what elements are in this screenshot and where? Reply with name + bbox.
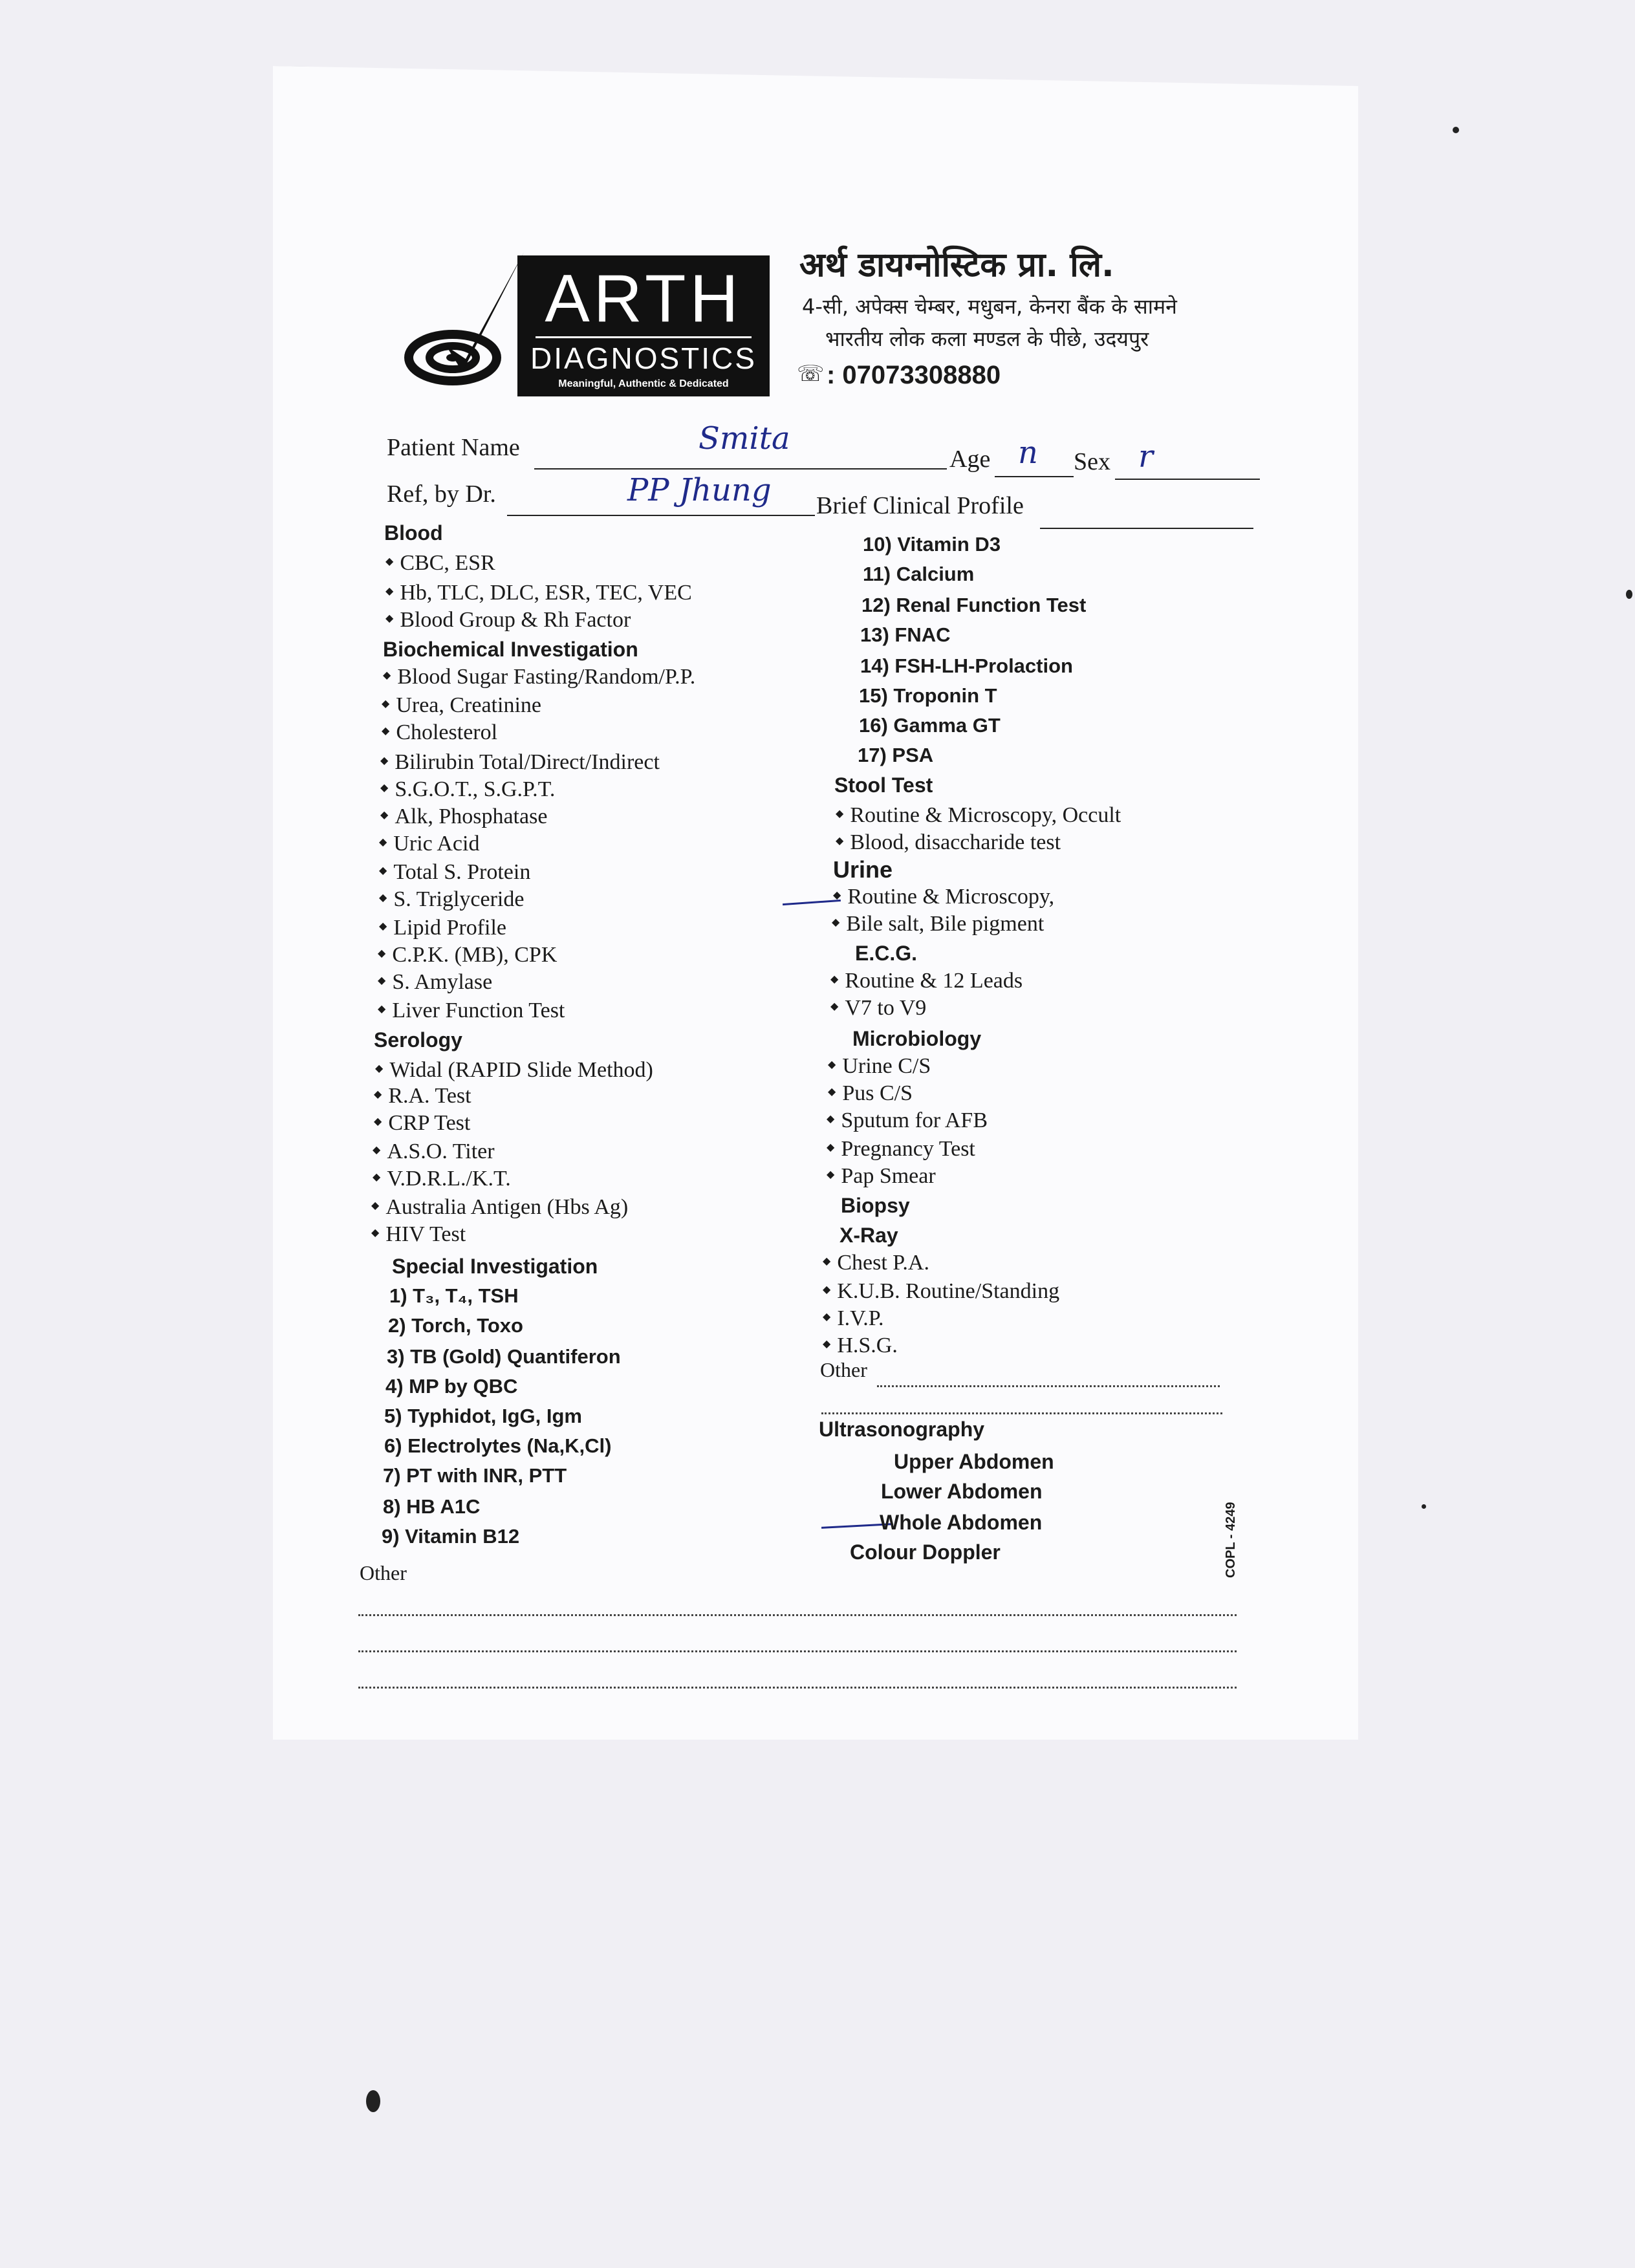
test-item: 15) Troponin T xyxy=(859,684,997,707)
test-item: ◆ CBC, ESR xyxy=(385,551,495,576)
test-item: ◆ Blood Sugar Fasting/Random/P.P. xyxy=(383,665,695,689)
special-investigation-heading: Special Investigation xyxy=(392,1255,598,1278)
other-dotted-line xyxy=(358,1687,1237,1689)
test-item: 2) Torch, Toxo xyxy=(388,1314,523,1337)
serology-heading: Serology xyxy=(374,1028,462,1052)
logo-brand: ARTH xyxy=(545,261,742,336)
test-item: ◆ Blood, disaccharide test xyxy=(836,830,1061,855)
ultrasonography-heading: Ultrasonography xyxy=(819,1418,985,1441)
test-item: ◆ I.V.P. xyxy=(823,1306,883,1331)
test-item: ◆ Bilirubin Total/Direct/Indirect xyxy=(380,750,660,775)
urine-heading: Urine xyxy=(833,856,893,883)
xray-heading: X-Ray xyxy=(839,1224,898,1247)
test-item: 9) Vitamin B12 xyxy=(382,1525,520,1548)
test-item: ◆ Pus C/S xyxy=(828,1081,913,1106)
test-item: ◆ Urine C/S xyxy=(828,1054,931,1079)
test-item: 8) HB A1C xyxy=(383,1495,481,1518)
test-item: 4) MP by QBC xyxy=(385,1375,518,1398)
biochemical-heading: Biochemical Investigation xyxy=(383,638,638,661)
ecg-heading: E.C.G. xyxy=(855,942,918,965)
test-item: ◆ S.G.O.T., S.G.P.T. xyxy=(380,777,555,802)
ref-doctor-value: PP Jhung xyxy=(627,472,772,508)
logo-target-icon xyxy=(401,249,530,398)
test-item: ◆ Urea, Creatinine xyxy=(382,693,541,718)
logo xyxy=(517,255,770,396)
test-item: 1) T₃, T₄, TSH xyxy=(389,1284,519,1307)
age-label: Age xyxy=(949,446,991,473)
age-value: n xyxy=(1018,435,1038,471)
address-line-2: भारतीय लोक कला मण्डल के पीछे, उदयपुर xyxy=(825,327,1149,351)
sex-line xyxy=(1115,479,1260,480)
test-item: ◆ S. Triglyceride xyxy=(379,887,524,912)
test-item: ◆ Routine & 12 Leads xyxy=(830,969,1023,993)
scan-speck xyxy=(1626,590,1632,599)
stool-test-heading: Stool Test xyxy=(834,773,933,797)
other-right-dotted-line xyxy=(877,1385,1220,1387)
usg-item: Whole Abdomen xyxy=(880,1511,1043,1534)
clinical-profile-label: Brief Clinical Profile xyxy=(816,492,1024,519)
usg-item: Colour Doppler xyxy=(850,1540,1001,1564)
other-right-label: Other xyxy=(820,1358,867,1381)
test-item: ◆ CRP Test xyxy=(374,1111,470,1136)
usg-item: Lower Abdomen xyxy=(881,1480,1043,1503)
test-item: ◆ C.P.K. (MB), CPK xyxy=(378,943,557,967)
patient-name-line xyxy=(534,468,947,470)
test-item: 14) FSH-LH-Prolaction xyxy=(860,654,1073,677)
phone-number: : 07073308880 xyxy=(827,361,1001,389)
test-item: ◆ H.S.G. xyxy=(823,1334,898,1358)
scan-speck xyxy=(1422,1504,1426,1509)
logo-divider xyxy=(536,336,752,338)
other-right-dotted-line xyxy=(821,1412,1222,1414)
test-item: 16) Gamma GT xyxy=(859,714,1001,737)
address-line-1: 4-सी, अपेक्स चेम्बर, मधुबन, केनरा बैंक के सामने xyxy=(802,294,1177,319)
test-item: ◆ Liver Function Test xyxy=(378,999,565,1023)
test-item: ◆ Australia Antigen (Hbs Ag) xyxy=(371,1195,628,1220)
test-item: ◆ Pregnancy Test xyxy=(827,1137,975,1161)
other-dotted-line xyxy=(358,1614,1237,1616)
test-item: ◆ Blood Group & Rh Factor xyxy=(385,608,631,632)
test-item: ◆ Alk, Phosphatase xyxy=(380,805,547,829)
test-item: ◆ R.A. Test xyxy=(374,1084,471,1108)
test-item: 5) Typhidot, IgG, Igm xyxy=(384,1405,582,1427)
test-item: 17) PSA xyxy=(858,744,934,766)
other-left-label: Other xyxy=(360,1561,407,1584)
test-item: ◆ Hb, TLC, DLC, ESR, TEC, VEC xyxy=(385,581,692,605)
usg-item: Upper Abdomen xyxy=(894,1450,1054,1473)
test-item: ◆ Bile salt, Bile pigment xyxy=(832,912,1044,936)
patient-name-value: Smita xyxy=(698,420,790,457)
blood-heading: Blood xyxy=(384,521,443,545)
test-item: ◆ Lipid Profile xyxy=(379,916,506,940)
test-item: ◆ HIV Test xyxy=(371,1222,466,1247)
test-item: 3) TB (Gold) Quantiferon xyxy=(387,1345,621,1368)
sex-label: Sex xyxy=(1074,448,1110,475)
clinical-profile-line xyxy=(1040,528,1253,529)
microbiology-heading: Microbiology xyxy=(852,1027,982,1050)
test-item: ◆ S. Amylase xyxy=(378,970,492,995)
patient-name-label: Patient Name xyxy=(387,434,520,461)
test-item: ◆ Total S. Protein xyxy=(379,860,530,885)
test-item: ◆ V7 to V9 xyxy=(830,996,926,1021)
test-item: ◆ Cholesterol xyxy=(382,720,497,745)
scan-speck xyxy=(366,2090,380,2112)
test-item: ◆ K.U.B. Routine/Standing xyxy=(823,1279,1059,1304)
form-code: COPL - 4249 xyxy=(1224,1502,1238,1578)
ref-doctor-label: Ref, by Dr. xyxy=(387,481,496,508)
test-item: ◆ Chest P.A. xyxy=(823,1251,929,1275)
test-item: 12) Renal Function Test xyxy=(861,594,1087,616)
test-item: 11) Calcium xyxy=(863,563,975,585)
test-item: ◆ Widal (RAPID Slide Method) xyxy=(375,1058,653,1083)
ref-doctor-line xyxy=(507,515,815,516)
phone-icon: ☏ xyxy=(797,361,825,387)
logo-subtitle: DIAGNOSTICS xyxy=(530,341,757,375)
biopsy-heading: Biopsy xyxy=(841,1194,910,1217)
test-item: ◆ Sputum for AFB xyxy=(827,1108,988,1133)
test-item: ◆ Routine & Microscopy, Occult xyxy=(836,803,1121,828)
scan-speck xyxy=(1453,127,1459,133)
age-line xyxy=(995,476,1074,477)
test-item: ◆ Uric Acid xyxy=(379,832,479,856)
test-item: 13) FNAC xyxy=(860,623,951,646)
test-item: 7) PT with INR, PTT xyxy=(383,1464,567,1487)
test-item: 6) Electrolytes (Na,K,Cl) xyxy=(384,1434,612,1457)
other-dotted-line xyxy=(358,1650,1237,1652)
test-item: ◆ V.D.R.L./K.T. xyxy=(373,1167,511,1191)
company-name-hindi: अर्थ डायग्नोस्टिक प्रा. लि. xyxy=(799,246,1114,285)
logo-tagline: Meaningful, Authentic & Dedicated xyxy=(558,378,729,389)
test-item: ◆ Routine & Microscopy, xyxy=(833,885,1054,909)
sex-value: r xyxy=(1138,438,1153,475)
test-item: 10) Vitamin D3 xyxy=(863,533,1001,556)
test-item: ◆ Pap Smear xyxy=(827,1164,936,1189)
test-item: ◆ A.S.O. Titer xyxy=(373,1139,495,1164)
